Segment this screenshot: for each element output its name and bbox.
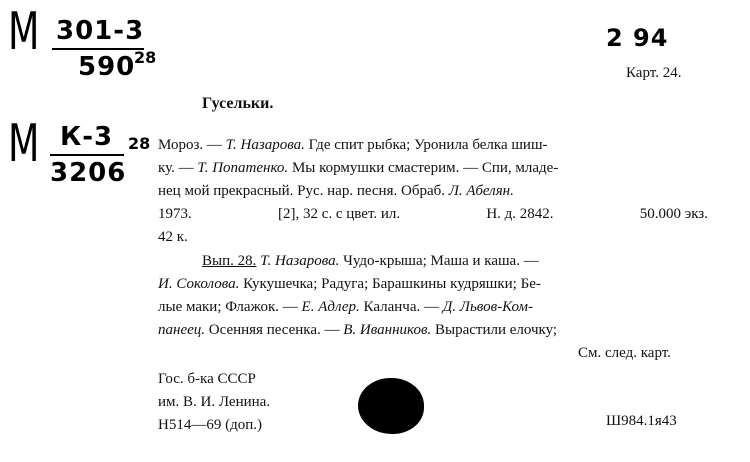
handwritten-m-bottom: М	[8, 114, 40, 174]
pub-pages: [2], 32 с. с цвет. ил.	[277, 206, 401, 222]
library-line-1: Гос. б-ка СССР	[158, 371, 256, 387]
pub-price: Н. д. 2842.	[486, 206, 554, 222]
shelf-code: Ш984.1я43	[606, 413, 677, 429]
handwritten-m-top: М	[8, 2, 40, 62]
handwritten-sup-top: 28	[134, 48, 157, 67]
issue-line-1: Вып. 28. Т. Назарова. Чудо-крыша; Маша и каша. —	[202, 253, 539, 269]
pub-copies: 50.000 экз.	[639, 206, 708, 222]
entry-line-2: ку. — Т. Попатенко. Мы кормушки смастерим. — Спи, младе-	[158, 160, 559, 176]
handwritten-code-bottom: 590	[78, 52, 136, 82]
card-title: Гусельки.	[202, 95, 274, 112]
handwritten-fraction-line-top	[52, 48, 144, 50]
handwritten-code2-top: К-3	[60, 122, 114, 152]
issue-line-3: лые маки; Флажок. — Е. Адлер. Каланча. — Д. Львов-Ком-	[158, 299, 533, 315]
punch-hole	[358, 378, 424, 434]
issue-line-2: И. Соколова. Кукушечка; Радуга; Барашкины кудряшки; Бе-	[158, 276, 541, 292]
handwritten-corner-number: 2 94	[606, 24, 669, 52]
entry-line-1: Мороз. — Т. Назарова. Где спит рыбка; Уронила белка шиш-	[158, 137, 548, 153]
pub-year: 1973.	[158, 206, 192, 222]
see-next-card: См. след. карт.	[578, 345, 671, 361]
handwritten-code-top: 301-3	[56, 16, 145, 46]
pub-price-kop: 42 к.	[158, 229, 188, 245]
library-line-3: Н514—69 (доп.)	[158, 417, 262, 433]
card-number: Карт. 24.	[626, 65, 682, 81]
library-line-2: им. В. И. Ленина.	[158, 394, 271, 410]
handwritten-sup-bottom: 28	[128, 134, 151, 153]
issue-label: Вып. 28.	[202, 253, 257, 269]
entry-line-3: нец мой прекрасный. Рус. нар. песня. Обраб. Л. Абелян.	[158, 183, 514, 199]
handwritten-fraction-line-bottom	[50, 154, 124, 156]
issue-line-4: панеец. Осенняя песенка. — В. Иванников. Вырастили елочку;	[158, 322, 558, 338]
handwritten-code2-bottom: 3206	[50, 158, 127, 188]
publication-info	[158, 203, 708, 226]
